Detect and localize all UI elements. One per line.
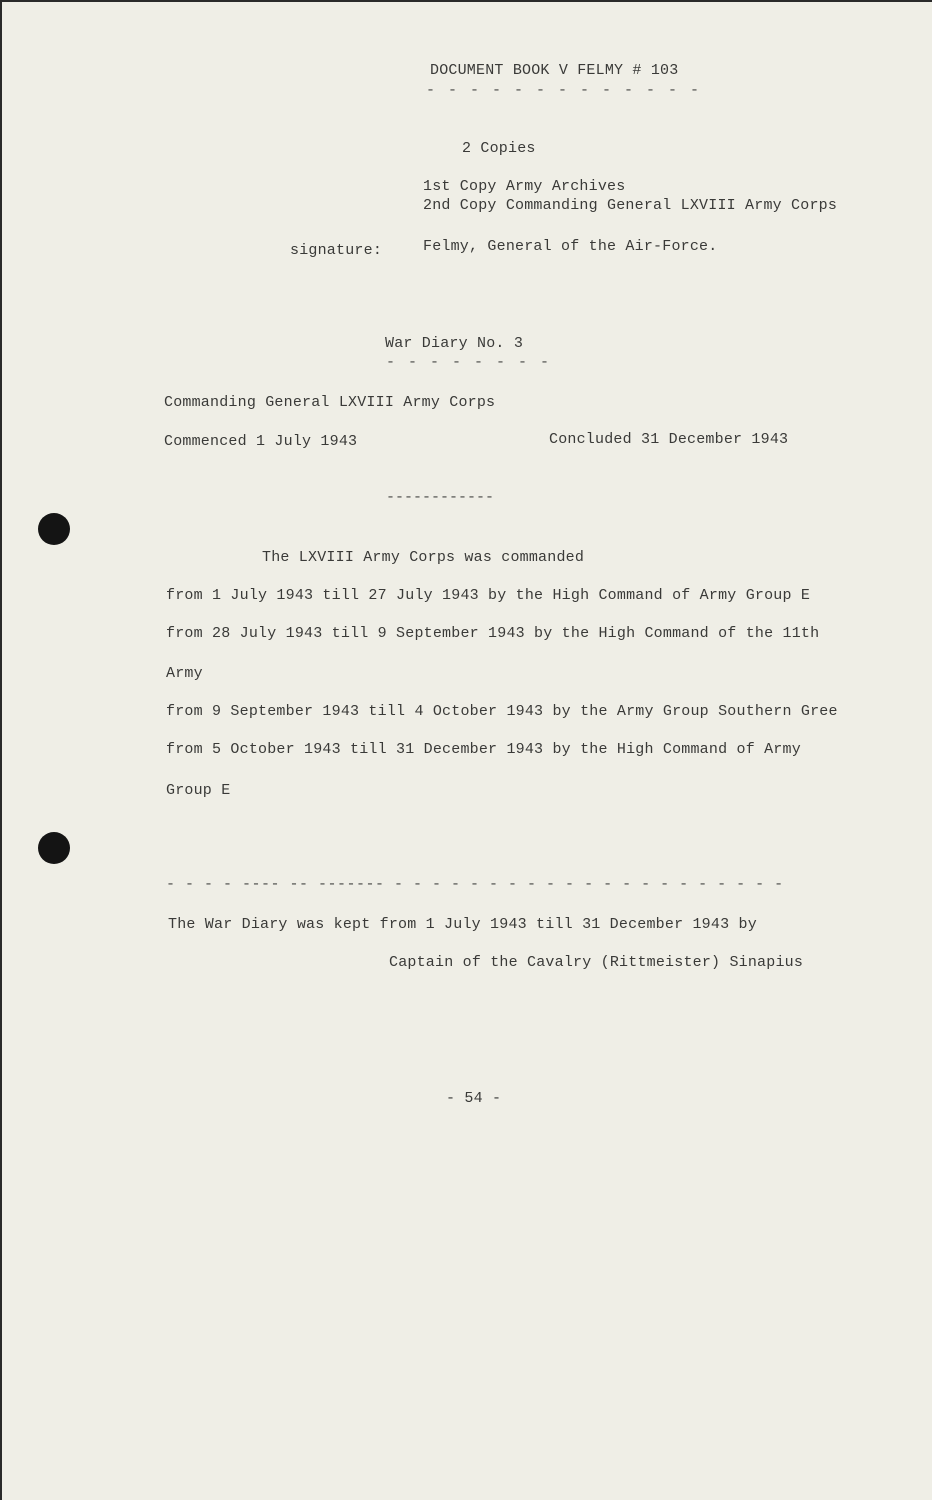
punch-hole-bottom [38,832,70,864]
war-diary-title: War Diary No. 3 [385,335,524,352]
war-diary-underline: - - - - - - - - [386,354,552,371]
document-title: DOCUMENT BOOK V FELMY # 103 [430,62,679,79]
copy-1-line: 1st Copy Army Archives [423,178,626,195]
command-line-5: from 5 October 1943 till 31 December 1943 by the High Command of Army [166,741,801,758]
title-underline: - - - - - - - - - - - - - [426,82,702,99]
page-number: - 54 - [446,1090,502,1107]
command-line-1: from 1 July 1943 till 27 July 1943 by the High Command of Army Group E [166,587,811,604]
signature-label: signature: [290,242,383,259]
command-line-6: Group E [166,782,231,799]
section-separator: ------------ [386,489,495,506]
concluded-date: Concluded 31 December 1943 [549,431,789,448]
signature-value: Felmy, General of the Air-Force. [423,238,718,255]
copies-count: 2 Copies [462,140,536,157]
copy-2-line: 2nd Copy Commanding General LXVIII Army Corps [423,197,838,214]
command-line-2: from 28 July 1943 till 9 September 1943 by the High Command of the 11th [166,625,820,642]
unit-name: Commanding General LXVIII Army Corps [164,394,496,411]
command-intro: The LXVIII Army Corps was commanded [262,549,585,566]
command-line-3: Army [166,665,203,682]
footer-separator: - - - - ---- -- ------- - - - - - - - - - - - - - - - - - - - - - [166,876,784,893]
commenced-date: Commenced 1 July 1943 [164,433,358,450]
kept-line-1: The War Diary was kept from 1 July 1943 till 31 December 1943 by [168,916,757,933]
kept-line-2: Captain of the Cavalry (Rittmeister) Sinapius [389,954,804,971]
punch-hole-top [38,513,70,545]
command-line-4: from 9 September 1943 till 4 October 1943 by the Army Group Southern Gree [166,703,838,720]
